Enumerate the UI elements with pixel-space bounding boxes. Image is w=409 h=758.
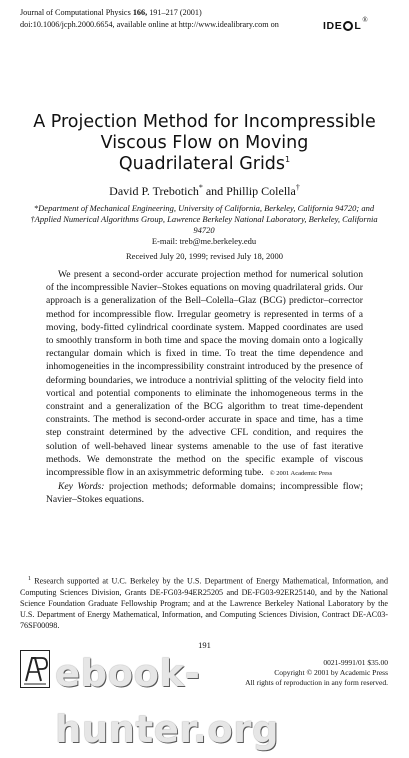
rights-line: All rights of reproduction in any form reserved. xyxy=(245,678,388,687)
author-list xyxy=(0,184,409,199)
doi-line: doi:10.1006/jcph.2000.6654, available online at http://www.idealibrary.com on xyxy=(20,20,279,29)
paper-title xyxy=(0,112,409,175)
keywords-text: projection methods; deformable domains; incompressible flow; Navier–Stokes equations. xyxy=(46,481,363,506)
ideal-logo-text-right: L xyxy=(354,20,362,32)
ideal-logo-ring-icon xyxy=(343,21,353,31)
author-1-marker: * xyxy=(198,183,203,192)
author-2: Phillip Colella xyxy=(226,184,296,198)
journal-header xyxy=(20,7,320,31)
title-line-2: Viscous Flow on Moving xyxy=(100,133,309,153)
title-footnote-marker: 1 xyxy=(285,155,291,165)
author-2-marker: † xyxy=(295,183,300,192)
author-email: E-mail: treb@me.berkeley.edu xyxy=(151,236,257,246)
affiliation-2: †Applied Numerical Algorithms Group, Lawrence Berkeley National Laboratory, Berkeley, California 94720 xyxy=(30,214,378,235)
affiliations xyxy=(20,203,388,247)
affiliation-1: *Department of Mechanical Engineering, University of California, Berkeley, California 94720; and xyxy=(33,203,375,213)
page-number: 191 xyxy=(198,640,211,650)
author-1: David P. Trebotich xyxy=(109,184,199,198)
keywords-label: Key Words: xyxy=(58,481,105,493)
footnote-text: Research supported at U.C. Berkeley by the U.S. Department of Energy Mathematical, Information, and Computing Sciences Division, Grants DE-FG03-94ER25205 and DE-FG03-92ER25140, and by the National Science Foundation Graduate Fellowship Program; and at the Lawrence Berkeley National Laboratory by the U.S. Department of Energy Mathematical, Information, and Computing Sciences Division, Contract DE-AC03-76SF00098. xyxy=(20,576,388,630)
watermark: ebook-hunter.org xyxy=(55,652,279,751)
issn-price: 0021-9991/01 $35.00 xyxy=(323,658,388,667)
abstract-text: We present a second-order accurate projection method for numerical solution of the incompressible Navier–Stokes equations on moving quadrilateral grids. Our approach is a generalization of the Bell–Colella–Glaz (BCG) predictor–corrector method for incompressible flow. Irregular geometry is represented in terms of a moving, body-fitted cylindrical coordinate system. Mapped coordinates are used to smoothly transform in both time and space the moving domain onto a logically rectangular domain which is fixed in time. To treat the time dependence and inhomogeneities in the incompressibility constraint introduced by the presence of deforming boundaries, we introduce a nontrivial splitting of the velocity field into vortical and potential components to eliminate the inhomogeneous terms in the constraint and a generalization of the BCG algorithm to treat time-dependent constraints. The method is second-order accurate in space and time, has a time step constraint determined by the advective CFL condition, and requires the solution of well-behaved linear systems amenable to the use of fast iterative methods. We demonstrate the method on the specific example of viscous incompressible flow in an axisymmetric deforming tube. xyxy=(46,269,363,479)
title-line-3 xyxy=(0,154,409,175)
footnote-marker: 1 xyxy=(28,576,31,582)
abstract-paragraph xyxy=(46,268,363,480)
title-line-3-text: Quadrilateral Grids xyxy=(118,154,286,174)
academic-press-logo-icon xyxy=(20,650,50,688)
footnote xyxy=(20,574,388,631)
journal-pages-year: 191–217 (2001) xyxy=(149,8,202,17)
copyright-line: Copyright © 2001 by Academic Press xyxy=(274,668,388,677)
keywords xyxy=(46,480,363,506)
ideal-logo xyxy=(323,16,368,32)
ideal-logo-text-left: IDE xyxy=(323,20,343,32)
journal-citation-line xyxy=(20,7,320,19)
author-conjunction: and xyxy=(205,184,224,198)
title-line-1: A Projection Method for Incompressible xyxy=(33,112,376,132)
abstract-copyright: © 2001 Academic Press xyxy=(269,470,333,478)
registered-mark: ® xyxy=(362,16,368,24)
abstract xyxy=(46,268,363,507)
journal-name: Journal of Computational Physics xyxy=(20,8,131,17)
footnote-paragraph xyxy=(20,574,388,631)
journal-volume: 166, xyxy=(132,8,148,17)
received-dates: Received July 20, 1999; revised July 18, 2000 xyxy=(126,251,283,261)
